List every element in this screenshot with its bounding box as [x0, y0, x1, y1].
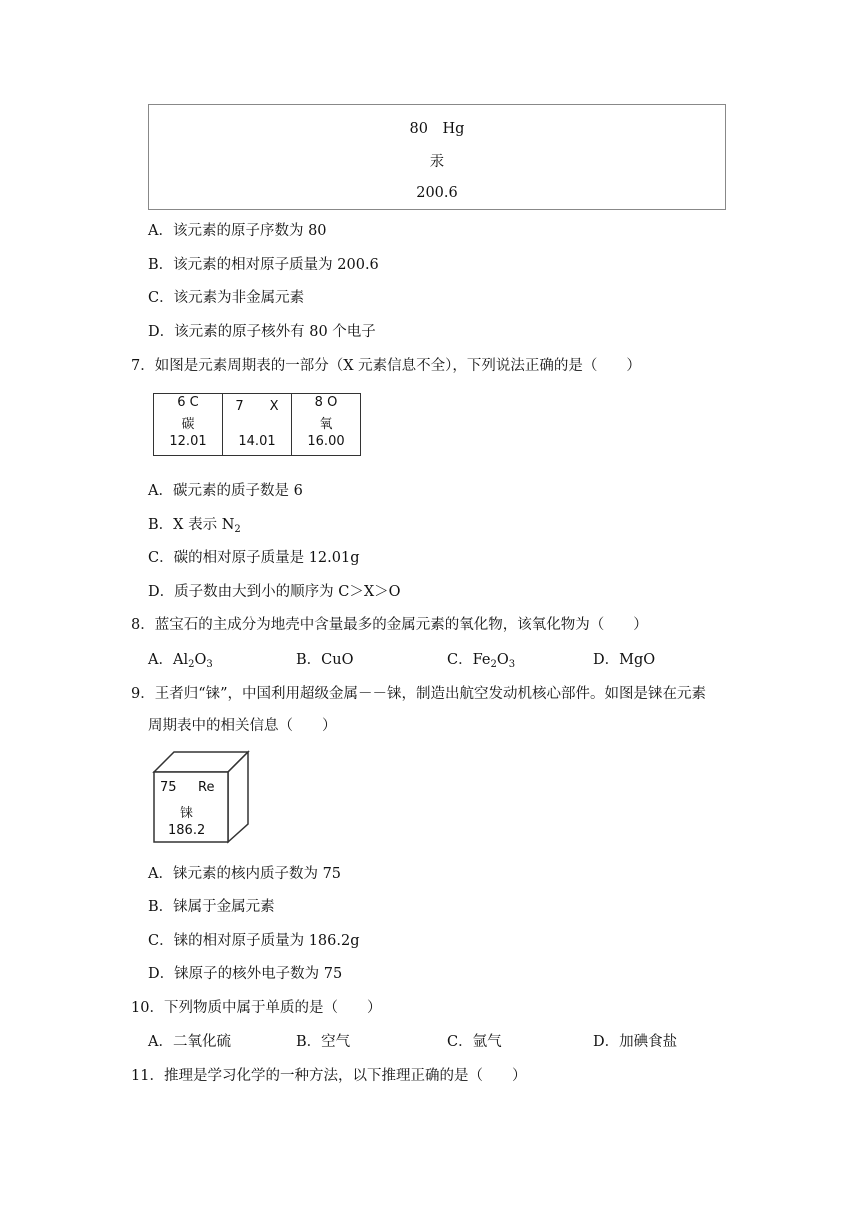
hg-mass: 200.6	[416, 185, 458, 201]
cell-name: 氧	[319, 417, 333, 432]
q7-stem: 7．如图是元素周期表的一部分（X 元素信息不全），下列说法正确的是（ ）	[131, 358, 641, 374]
q9-option-a: A．铼元素的核内质子数为 75	[148, 866, 342, 882]
element-cell-carbon	[154, 394, 223, 455]
hg-name: 汞	[429, 154, 445, 170]
q10-option-d: D．加碘食盐	[593, 1034, 678, 1050]
q9-option-b: B．铼属于金属元素	[148, 899, 275, 915]
element-cell-x	[223, 394, 292, 455]
q6-option-b: B．该元素的相对原子质量为 200.6	[148, 257, 379, 273]
cube-name: 铼	[180, 806, 194, 821]
q10-option-c: C．氩气	[447, 1034, 502, 1050]
q6-option-d: D．该元素的原子核外有 80 个电子	[148, 324, 376, 340]
q7-option-b: B．X 表示 $N_2$	[148, 517, 241, 535]
q8-option-a: A．$Al_2O_3$	[148, 652, 213, 670]
q7-option-d: D．质子数由大到小的顺序为 C＞X＞O	[148, 584, 401, 600]
cell-mass: 14.01	[238, 434, 276, 449]
q8-option-b: B．CuO	[296, 652, 354, 668]
q8-stem: 8．蓝宝石的主成分为地壳中含量最多的金属元素的氧化物，该氧化物为（ ）	[131, 617, 648, 633]
element-cell-oxygen	[292, 394, 360, 455]
q9-option-d: D．铼原子的核外电子数为 75	[148, 966, 343, 982]
cell-mass: 16.00	[307, 434, 345, 449]
hg-element-card	[148, 104, 726, 210]
hg-number-symbol: 80 Hg	[409, 121, 465, 137]
periodic-table-fragment	[153, 393, 361, 456]
q7-option-a: A．碳元素的质子数是 6	[148, 483, 303, 499]
q8-option-d: D．MgO	[593, 652, 656, 668]
q10-option-a: A．二氧化硫	[148, 1034, 231, 1050]
q9-option-c: C．铼的相对原子质量为 186.2g	[148, 933, 360, 949]
cell-number-symbol: 7 X	[235, 399, 279, 414]
cell-name: 碳	[181, 417, 195, 432]
q6-option-a: A．该元素的原子序数为 80	[148, 223, 327, 239]
q7-option-c: C．碳的相对原子质量是 12.01g	[148, 550, 360, 566]
q10-option-b: B．空气	[296, 1034, 351, 1050]
q6-option-c: C．该元素为非金属元素	[148, 290, 305, 306]
rhenium-cube	[150, 748, 250, 844]
q8-option-c: C．$Fe_2O_3$	[447, 652, 516, 670]
cell-number-symbol: 6 C	[177, 395, 199, 410]
q10-stem: 10．下列物质中属于单质的是（ ）	[131, 1000, 382, 1016]
q9-stem-line2: 周期表中的相关信息（ ）	[148, 718, 337, 734]
cube-mass: 186.2	[168, 823, 206, 838]
cell-number-symbol: 8 O	[314, 395, 338, 410]
cube-number: 75	[160, 780, 177, 795]
q11-stem: 11．推理是学习化学的一种方法，以下推理正确的是（ ）	[131, 1068, 527, 1084]
cube-symbol: Re	[198, 780, 215, 795]
cell-mass: 12.01	[169, 434, 207, 449]
q9-stem-line1: 9．王者归“铼”，中国利用超级金属－－铼，制造出航空发动机核心部件。如图是铼在元素	[131, 686, 707, 702]
